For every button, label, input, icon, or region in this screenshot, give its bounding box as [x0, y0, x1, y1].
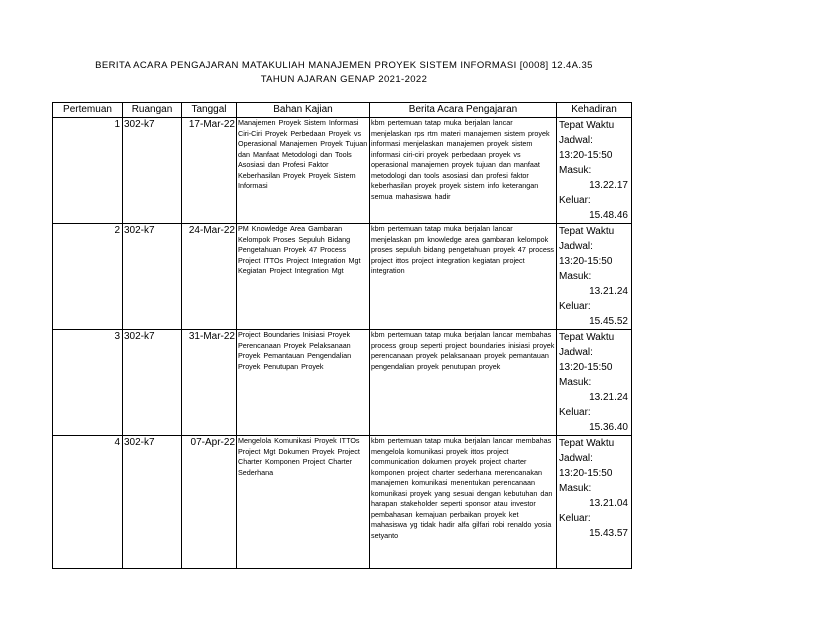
- masuk-value: 13.21.04: [589, 498, 628, 509]
- keluar-label: Keluar:: [559, 195, 591, 206]
- status-text: Tepat Waktu: [559, 438, 615, 449]
- masuk-label: Masuk:: [559, 483, 592, 494]
- keluar-value: 15.48.46: [589, 210, 628, 221]
- cell-ruangan: 302-k7: [123, 224, 182, 330]
- cell-pertemuan: 2: [53, 224, 123, 330]
- jadwal-label: Jadwal:: [559, 241, 593, 252]
- table-row: [53, 436, 632, 569]
- cell-ruangan: 302-k7: [123, 330, 182, 436]
- cell-kehadiran: [557, 118, 632, 224]
- header-bahan-kajian: Bahan Kajian: [237, 103, 370, 118]
- cell-berita-acara: kbm pertemuan tatap muka berjalan lancar menjelaskan pm knowledge area gambaran kelompok proses sepuluh bidang pengetahuan proyek 47 process project ittos project integration kegiatan project integration: [370, 224, 557, 330]
- jadwal-label: Jadwal:: [559, 347, 593, 358]
- cell-pertemuan: 3: [53, 330, 123, 436]
- jadwal-value: 13:20-15:50: [559, 362, 613, 373]
- jadwal-value: 13:20-15:50: [559, 468, 613, 479]
- masuk-value: 13.21.24: [589, 286, 628, 297]
- cell-kehadiran: [557, 224, 632, 330]
- attendance-table: [52, 102, 632, 569]
- document-title: BERITA ACARA PENGAJARAN MATAKULIAH MANAJEMEN PROYEK SISTEM INFORMASI [0008] 12.4A.35: [95, 60, 593, 71]
- keluar-value: 15.45.52: [589, 316, 628, 327]
- cell-pertemuan: 1: [53, 118, 123, 224]
- cell-tanggal: 31-Mar-22: [182, 330, 237, 436]
- table-row: [53, 330, 632, 436]
- cell-pertemuan: 4: [53, 436, 123, 569]
- masuk-label: Masuk:: [559, 165, 592, 176]
- jadwal-value: 13:20-15:50: [559, 150, 613, 161]
- keluar-label: Keluar:: [559, 407, 591, 418]
- cell-kehadiran: [557, 330, 632, 436]
- header-ruangan: Ruangan: [123, 103, 182, 118]
- cell-bahan-kajian: PM Knowledge Area Gambaran Kelompok Proses Sepuluh Bidang Pengetahuan Proyek 47 Process Project ITTOs Project Integration Mgt Kegiatan Project Integration Mgt: [237, 224, 370, 330]
- document-subtitle: TAHUN AJARAN GENAP 2021-2022: [260, 74, 428, 85]
- status-text: Tepat Waktu: [559, 332, 615, 343]
- jadwal-label: Jadwal:: [559, 135, 593, 146]
- status-text: Tepat Waktu: [559, 120, 615, 131]
- cell-tanggal: 24-Mar-22: [182, 224, 237, 330]
- cell-tanggal: 17-Mar-22: [182, 118, 237, 224]
- header-kehadiran: Kehadiran: [557, 103, 632, 118]
- cell-ruangan: 302-k7: [123, 118, 182, 224]
- keluar-value: 15.43.57: [589, 528, 628, 539]
- table-header-row: [53, 103, 632, 118]
- jadwal-label: Jadwal:: [559, 453, 593, 464]
- table-row: [53, 224, 632, 330]
- masuk-value: 13.21.24: [589, 392, 628, 403]
- cell-berita-acara: kbm pertemuan tatap muka berjalan lancar membahas mengelola komunikasi proyek ittos project communication dokumen proyek project charter komponen project charter sederhana merencanakan manajemen komunikasi menentukan perencanaan komunikasi proyek yang sesuai dengan kebutuhan dan harapan stakeholder seperti sponsor atau investor pembahasan kemajuan perbaikan proyek ket mahasiswa yg tidak hadir alfa gilfari robi renaldo yosia setyanto: [370, 436, 557, 569]
- keluar-value: 15.36.40: [589, 422, 628, 433]
- masuk-value: 13.22.17: [589, 180, 628, 191]
- cell-berita-acara: kbm pertemuan tatap muka berjalan lancar membahas process group seperti project boundaries inisiasi proyek perencanaan proyek pelaksanaan proyek pemantauan pengendalian proyek penutupan proyek: [370, 330, 557, 436]
- cell-bahan-kajian: Manajemen Proyek Sistem Informasi Ciri-Ciri Proyek Perbedaan Proyek vs Operasional Manajemen Proyek Tujuan dan Manfaat Metodologi dan Tools Asosiasi dan Profesi Faktor Keberhasilan Proyek Proyek Sistem Informasi: [237, 118, 370, 224]
- cell-berita-acara: kbm pertemuan tatap muka berjalan lancar menjelaskan rps rtm materi manajemen sistem proyek informasi menjelaskan manajemen proyek sistem informasi ciri-ciri proyek perbedaan proyek vs operasional manajemen proyek tujuan dan manfaat metodologi dan tools asosiasi dan profesi faktor keberhasilan proyek proyek sistem info keterangan semua mahasiswa hadir: [370, 118, 557, 224]
- status-text: Tepat Waktu: [559, 226, 615, 237]
- cell-tanggal: 07-Apr-22: [182, 436, 237, 569]
- keluar-label: Keluar:: [559, 301, 591, 312]
- header-tanggal: Tanggal: [182, 103, 237, 118]
- header-berita-acara: Berita Acara Pengajaran: [370, 103, 557, 118]
- cell-bahan-kajian: Project Boundaries Inisiasi Proyek Perencanaan Proyek Pelaksanaan Proyek Pemantauan Pengendalian Proyek Penutupan Proyek: [237, 330, 370, 436]
- cell-kehadiran: [557, 436, 632, 569]
- header-pertemuan: Pertemuan: [53, 103, 123, 118]
- keluar-label: Keluar:: [559, 513, 591, 524]
- masuk-label: Masuk:: [559, 377, 592, 388]
- table-row: [53, 118, 632, 224]
- cell-bahan-kajian: Mengelola Komunikasi Proyek ITTOs Project Mgt Dokumen Proyek Project Charter Komponen Project Charter Sederhana: [237, 436, 370, 569]
- cell-ruangan: 302-k7: [123, 436, 182, 569]
- jadwal-value: 13:20-15:50: [559, 256, 613, 267]
- masuk-label: Masuk:: [559, 271, 592, 282]
